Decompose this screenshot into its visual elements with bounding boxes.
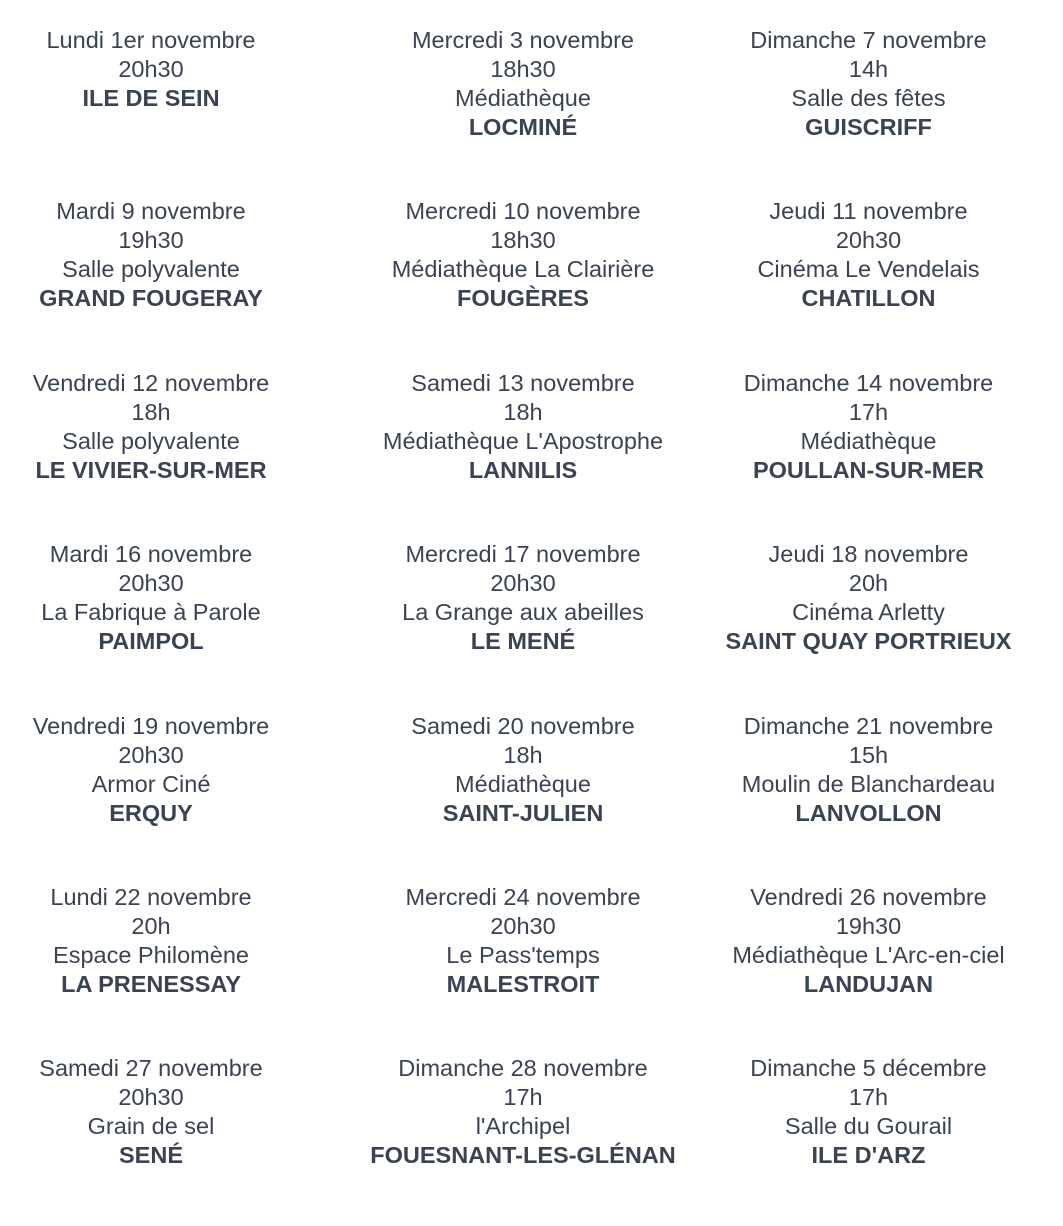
event-date: Samedi 27 novembre [39, 1055, 263, 1082]
event-date: Vendredi 19 novembre [32, 712, 270, 739]
event-venue: Salle polyvalente [62, 427, 240, 454]
event-venue: Salle des fêtes [791, 85, 946, 111]
event-venue: Médiathèque L'Arc-en-ciel [732, 941, 1005, 968]
event-city: GUISCRIFF [805, 114, 932, 140]
event-entry [0, 712, 337, 883]
event-venue: Cinéma Arletty [792, 599, 945, 626]
event-date: Mercredi 17 novembre [405, 541, 641, 568]
event-venue: Cinéma Le Vendelais [757, 256, 980, 283]
event-entry [337, 26, 709, 197]
event-venue: Médiathèque L'Apostrophe [382, 427, 664, 454]
event-entry [337, 1054, 709, 1225]
event-entry [709, 26, 1028, 197]
event-entry [337, 369, 709, 540]
event-date: Mercredi 24 novembre [405, 883, 641, 910]
event-city: POULLAN-SUR-MER [752, 456, 985, 483]
event-entry [0, 369, 337, 540]
event-time: 17h [848, 1084, 889, 1111]
event-city: LE VIVIER-SUR-MER [35, 456, 267, 483]
event-date: Dimanche 28 novembre [398, 1055, 648, 1082]
event-time: 18h30 [490, 56, 556, 82]
event-date: Lundi 22 novembre [50, 883, 252, 910]
event-date: Dimanche 21 novembre [743, 712, 994, 739]
event-venue: Salle du Gourail [784, 1113, 953, 1140]
event-time: 20h30 [118, 1084, 184, 1111]
event-date: Jeudi 11 novembre [769, 198, 968, 225]
event-city: FOUGÈRES [457, 285, 589, 312]
event-entry [709, 540, 1028, 711]
event-venue: Grain de sel [87, 1113, 215, 1140]
event-date: Vendredi 12 novembre [32, 369, 270, 396]
event-time: 19h30 [118, 227, 184, 254]
event-venue: Moulin de Blanchardeau [741, 770, 996, 797]
event-venue: Médiathèque La Clairière [391, 256, 655, 283]
event-entry [0, 26, 337, 197]
event-venue: l'Archipel [475, 1113, 571, 1140]
event-entry [337, 197, 709, 368]
event-date: Vendredi 26 novembre [750, 883, 987, 910]
event-time: 18h [131, 398, 171, 425]
event-entry [337, 540, 709, 711]
event-entry [337, 712, 709, 883]
event-entry [709, 369, 1028, 540]
event-time: 20h [131, 912, 171, 939]
event-entry [0, 540, 337, 711]
event-time: 17h [503, 1084, 543, 1111]
event-venue: Médiathèque [800, 427, 937, 454]
event-city: LE MENÉ [470, 628, 576, 655]
event-venue: Médiathèque [455, 85, 591, 111]
event-time: 17h [848, 398, 889, 425]
event-date: Mardi 9 novembre [56, 198, 246, 225]
event-time: 20h30 [490, 570, 556, 597]
event-venue: Armor Ciné [91, 770, 211, 797]
event-time: 20h30 [118, 741, 184, 768]
event-city: LANNILIS [468, 456, 578, 483]
event-city: ILE DE SEIN [82, 85, 220, 111]
event-city: SAINT QUAY PORTRIEUX [725, 628, 1012, 655]
event-time: 18h [503, 741, 543, 768]
event-city: ILE D'ARZ [811, 1142, 926, 1169]
event-city: MALESTROIT [446, 970, 600, 997]
event-date: Dimanche 5 décembre [750, 1055, 987, 1082]
event-city: PAIMPOL [98, 628, 204, 655]
event-time: 19h30 [835, 912, 902, 939]
event-city: GRAND FOUGERAY [39, 285, 263, 312]
event-date: Jeudi 18 novembre [768, 541, 969, 568]
event-entry [709, 197, 1028, 368]
event-time: 14h [848, 56, 889, 82]
event-entry [337, 883, 709, 1054]
event-entry [0, 197, 337, 368]
event-entry [0, 1054, 337, 1225]
event-entry [709, 883, 1028, 1054]
event-date: Dimanche 7 novembre [750, 27, 987, 53]
event-venue: Le Pass'temps [446, 941, 600, 968]
event-venue: La Grange aux abeilles [402, 599, 644, 626]
event-city: FOUESNANT-LES-GLÉNAN [370, 1142, 676, 1169]
event-city: LOCMINÉ [468, 114, 578, 140]
event-time: 18h [503, 398, 543, 425]
event-time: 20h30 [835, 227, 902, 254]
event-date: Mercredi 10 novembre [405, 198, 641, 225]
event-date: Mardi 16 novembre [49, 541, 253, 568]
event-time: 18h30 [490, 227, 556, 254]
event-venue: Médiathèque [455, 770, 591, 797]
event-city: SAINT-JULIEN [442, 799, 604, 826]
event-venue: Salle polyvalente [62, 256, 240, 283]
event-city: SENÉ [119, 1142, 183, 1169]
event-venue: Espace Philomène [53, 941, 249, 968]
event-date: Samedi 20 novembre [411, 712, 635, 739]
event-venue: La Fabrique à Parole [41, 599, 261, 626]
event-city: LANVOLLON [795, 799, 942, 826]
event-date: Mercredi 3 novembre [411, 27, 635, 53]
event-date: Lundi 1er novembre [46, 27, 256, 53]
event-city: LA PRENESSAY [61, 970, 241, 997]
event-entry [709, 712, 1028, 883]
event-time: 15h [848, 741, 889, 768]
event-date: Samedi 13 novembre [411, 369, 635, 396]
event-city: ERQUY [109, 799, 193, 826]
event-time: 20h30 [490, 912, 556, 939]
event-time: 20h30 [118, 56, 184, 82]
event-time: 20h [848, 570, 889, 597]
event-time: 20h30 [118, 570, 184, 597]
event-date: Dimanche 14 novembre [743, 369, 994, 396]
event-entry [709, 1054, 1028, 1225]
event-city: CHATILLON [801, 285, 936, 312]
event-entry [0, 883, 337, 1054]
event-city: LANDUJAN [803, 970, 934, 997]
